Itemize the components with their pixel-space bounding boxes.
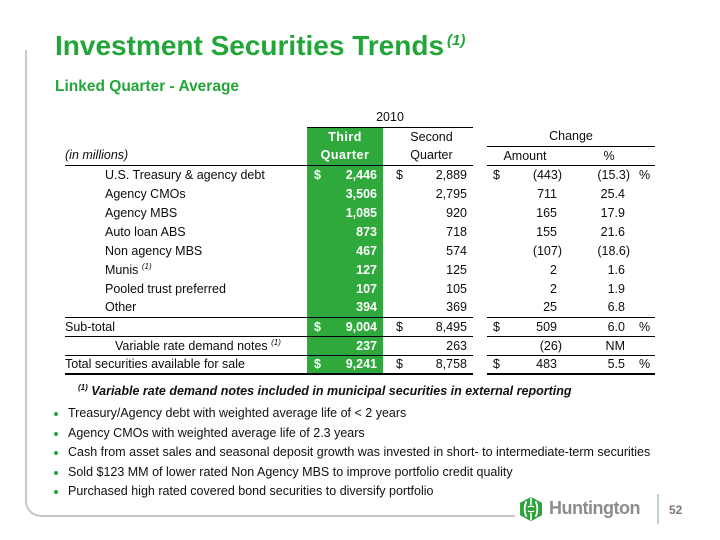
col-header-third: Third [307, 127, 383, 146]
footnote-text: Variable rate demand notes included in municipal securities in external reporting [91, 384, 572, 399]
q3-value: 127 [329, 260, 383, 279]
change-percent-value: 25.4 [600, 186, 625, 201]
percent-sign [631, 203, 655, 222]
q3-value: 394 [329, 298, 383, 317]
q3-value: 237 [329, 336, 383, 355]
change-amount-value: 509 [507, 317, 563, 336]
percent-sign [631, 298, 655, 317]
change-percent-value: 17.9 [600, 205, 625, 220]
footnote [78, 383, 571, 398]
change-percent-value: 1.9 [607, 281, 625, 296]
change-percent-value: 6.0 [563, 317, 631, 336]
q3-dollar-sign [307, 203, 329, 222]
table-row [65, 355, 655, 374]
q3-value: 3,506 [329, 184, 383, 203]
table-row [65, 260, 655, 279]
q2-dollar-sign [390, 222, 410, 241]
change-dollar-sign: $ [487, 317, 507, 336]
q3-dollar-sign [307, 279, 329, 298]
q3-value: 9,241 [329, 355, 383, 374]
q3-value: 9,004 [329, 317, 383, 336]
change-dollar-sign [487, 279, 507, 298]
change-amount-value: 25 [543, 300, 557, 315]
bullet-icon [54, 490, 58, 494]
row-label: Total securities available for sale [65, 355, 307, 374]
row-footnote-ref: (1) [141, 261, 152, 271]
q3-dollar-sign [307, 260, 329, 279]
q3-dollar-sign [307, 241, 329, 260]
col-header-amount: Amount [487, 146, 563, 165]
securities-table [65, 108, 655, 375]
bullet-icon [54, 432, 58, 436]
percent-sign: % [631, 317, 655, 336]
change-amount-value: (107) [532, 243, 562, 258]
col-header-percent: % [563, 146, 655, 165]
change-dollar-sign: $ [493, 167, 500, 182]
footer-divider [657, 494, 659, 524]
year-header-row [65, 108, 655, 127]
q2-dollar-sign [390, 184, 410, 203]
row-footnote-ref: (1) [271, 337, 281, 347]
q3-value: 467 [329, 241, 383, 260]
change-amount-value: 711 [537, 186, 557, 201]
table-row [65, 279, 655, 298]
q3-dollar-sign [307, 184, 329, 203]
change-amount-value: 155 [536, 224, 557, 239]
q2-dollar-sign [390, 336, 410, 355]
change-percent-value: NM [563, 336, 631, 355]
table-row [65, 317, 655, 336]
row-label: Pooled trust preferred [105, 281, 226, 296]
table-row [65, 336, 655, 355]
row-label: Sub-total [65, 317, 307, 336]
col-header-change: Change [487, 127, 655, 146]
q2-value: 2,795 [435, 186, 467, 201]
page-number: 52 [669, 503, 683, 517]
row-label: Agency MBS [105, 205, 178, 220]
table-row [65, 165, 655, 184]
huntington-logo-icon [518, 496, 544, 522]
bullet-icon [54, 412, 58, 416]
bullet-item: Sold $123 MM of lower rated Non Agency MBS to improve portfolio credit quality [52, 463, 666, 483]
change-dollar-sign [487, 203, 507, 222]
bullet-item: Agency CMOs with weighted average life of 2.3 years [52, 424, 666, 444]
percent-sign [631, 222, 655, 241]
q3-value: 1,085 [329, 203, 383, 222]
row-label: Variable rate demand notes $^{(1)}$ [65, 336, 307, 355]
q3-dollar-sign [307, 336, 329, 355]
column-header-row-1 [65, 127, 655, 146]
bullet-list [52, 404, 666, 502]
change-amount-value: (443) [532, 167, 562, 182]
q3-dollar-sign: $ [307, 165, 329, 184]
bullet-icon [54, 451, 58, 455]
change-percent-value: 6.8 [607, 300, 625, 315]
page-title-text: Investment Securities Trends [55, 30, 445, 61]
change-dollar-sign [487, 298, 507, 317]
change-dollar-sign: $ [487, 355, 507, 374]
table-row [65, 241, 655, 260]
q2-dollar-sign [390, 203, 410, 222]
change-amount-value: 2 [550, 262, 557, 277]
q3-value: 2,446 [329, 165, 383, 184]
bullet-item: Purchased high rated covered bond securities to diversify portfolio [52, 482, 666, 502]
change-percent-value: 5.5 [563, 355, 631, 374]
percent-sign: % [639, 167, 651, 182]
change-percent-value: 1.6 [607, 262, 625, 277]
column-header-row-2 [65, 146, 655, 165]
row-label: Munis $^{(1)}$ [105, 261, 152, 278]
q2-value: 574 [446, 243, 467, 258]
q2-dollar-sign [390, 241, 410, 260]
q2-dollar-sign [390, 279, 410, 298]
q2-dollar-sign: $ [396, 167, 403, 182]
q3-dollar-sign: $ [307, 317, 329, 336]
bullet-item: Treasury/Agency debt with weighted average life of < 2 years [52, 404, 666, 424]
percent-sign [631, 260, 655, 279]
change-percent-value: (15.3) [597, 167, 630, 182]
footnote-ref: (1) [78, 383, 88, 392]
row-label: Other [105, 300, 137, 315]
page-title [55, 24, 465, 63]
change-dollar-sign [487, 336, 507, 355]
table-row [65, 203, 655, 222]
change-amount-value: 2 [550, 281, 557, 296]
percent-sign [631, 336, 655, 355]
q3-value: 873 [329, 222, 383, 241]
q3-dollar-sign [307, 222, 329, 241]
change-amount-value: (26) [507, 336, 563, 355]
percent-sign [631, 184, 655, 203]
percent-sign: % [631, 355, 655, 374]
q2-value: 369 [446, 300, 467, 315]
row-label: Auto loan ABS [105, 224, 186, 239]
in-millions-label: (in millions) [65, 146, 307, 165]
q2-value: 8,495 [410, 317, 473, 336]
q3-dollar-sign [307, 298, 329, 317]
table-row [65, 222, 655, 241]
change-dollar-sign [487, 241, 507, 260]
col-header-third-quarter: Quarter [307, 146, 383, 165]
bullet-icon [54, 471, 58, 475]
change-percent-value: (18.6) [597, 243, 630, 258]
col-header-second-quarter: Quarter [390, 146, 473, 165]
table-row [65, 184, 655, 203]
q2-value: 920 [446, 205, 467, 220]
change-percent-value: 21.6 [600, 224, 625, 239]
q2-dollar-sign: $ [390, 317, 410, 336]
percent-sign [631, 279, 655, 298]
q3-dollar-sign: $ [307, 355, 329, 374]
change-amount-value: 165 [536, 205, 557, 220]
title-footnote-ref: (1) [447, 32, 466, 49]
q2-value: 125 [446, 262, 467, 277]
q2-value: 2,889 [435, 167, 467, 182]
q2-dollar-sign [390, 298, 410, 317]
percent-sign [631, 241, 655, 260]
change-dollar-sign [487, 184, 507, 203]
q2-value: 105 [446, 281, 467, 296]
change-dollar-sign [487, 260, 507, 279]
year-header: 2010 [307, 108, 473, 127]
change-amount-value: 483 [507, 355, 563, 374]
q2-value: 8,758 [410, 355, 473, 374]
row-label: U.S. Treasury & agency debt [105, 167, 265, 182]
q2-value: 263 [410, 336, 473, 355]
bullet-item: Cash from asset sales and seasonal deposit growth was invested in short- to intermediate-term securities [52, 443, 666, 463]
q2-dollar-sign: $ [390, 355, 410, 374]
row-label: Agency CMOs [105, 186, 186, 201]
table-row [65, 298, 655, 317]
change-dollar-sign [487, 222, 507, 241]
huntington-logo-text: Huntington [549, 498, 640, 518]
q2-value: 718 [446, 224, 467, 239]
col-header-second: Second [410, 129, 453, 144]
row-label: Non agency MBS [105, 243, 203, 258]
q3-value: 107 [329, 279, 383, 298]
section-subtitle: Linked Quarter - Average [55, 78, 240, 95]
q2-dollar-sign [390, 260, 410, 279]
